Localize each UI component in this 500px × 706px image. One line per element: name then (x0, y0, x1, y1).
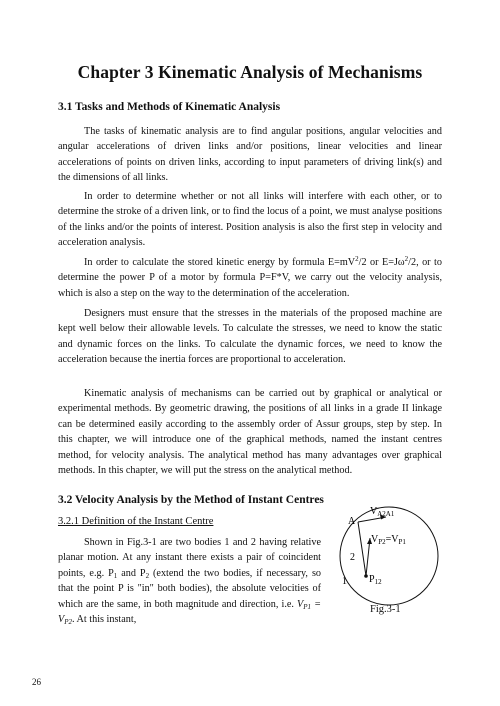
label-p12: $P_{12}$ (369, 574, 382, 586)
fig-3-1-diagram (336, 502, 442, 612)
page-number: 26 (32, 677, 41, 687)
label-1: 1 (342, 576, 347, 587)
subsection-heading-3-2-1: 3.2.1 Definition of the Instant Centre (58, 516, 214, 527)
paragraph-position-analysis: In order to determine whether or not all links will interfere with each other, or to determine the stroke of a driven link, or to find the locus of a point, we must analyse positions of the links and/or the points of interest. Position analysis is also the first step in velocity and acceleration analysis. (58, 191, 442, 249)
paragraph-methods: Kinematic analysis of mechanisms can be carried out by graphical or analytical or experimental methods. By geometric drawing, the positions of all links in a grade II linkage can be determined easily according to the assembly order of Assur groups, step by step. In this chapter, we will introduce one of the graphical methods, named the instant centres method, for velocity analysis. The analytical method has many advantages over graphical methods. In this chapter, we will put the stress on the analytical method. (58, 388, 442, 477)
section-heading-3-1: 3.1 Tasks and Methods of Kinematic Analysis (58, 101, 281, 113)
paragraph-tasks: The tasks of kinematic analysis are to find angular positions, angular velocities and angular accelerations of driven links and/or positions, linear velocities and linear accelerations of points on driven links, according to input parameters of driving link(s) and the dimensions of all links. (58, 126, 442, 184)
label-a: A (348, 516, 356, 527)
label-vp: $V_{P2}=V_{P1}$ (371, 534, 406, 546)
figure-caption: Fig.3-1 (370, 604, 401, 615)
paragraph-stresses: Designers must ensure that the stresses in the materials of the proposed machine are kept well below their allowable levels. To calculate the stresses, we need to know the static and dynamic forces on the links. To calculate the dynamic forces, we need to know the acceleration because the inertia forces are proportional to acceleration. (58, 308, 442, 366)
paragraph-instant-centre: Shown in Fig.3-1 are two bodies 1 and 2 having relative planar motion. At any instant there exists a pair of coincident points, e.g. $P_1$ and $P_2$ (extend the two bodies, if necessary, so that the point P is "in" both bodies), the absolute velocities of which are the same, in both magnitude and direction, i.e. $V_{P1} = V_{P2}$. At this instant, (58, 537, 322, 627)
label-va2a1: $V_{A2A1}$ (370, 506, 395, 518)
link-line (358, 522, 366, 576)
paragraph-velocity-analysis: In order to calculate the stored kinetic energy by formula $E=mV^2/2$ or $E=J\omega^2/2$, or to determine the power P of a motor by formula P=F*V, we carry out the velocity analysis, which is also a step on the way to the determination of the acceleration. (58, 255, 442, 299)
section-heading-3-2: 3.2 Velocity Analysis by the Method of Instant Centres (58, 494, 324, 506)
point-p12 (364, 574, 368, 578)
label-2: 2 (350, 552, 355, 563)
chapter-title: Chapter 3 Kinematic Analysis of Mechanisms (77, 62, 423, 82)
